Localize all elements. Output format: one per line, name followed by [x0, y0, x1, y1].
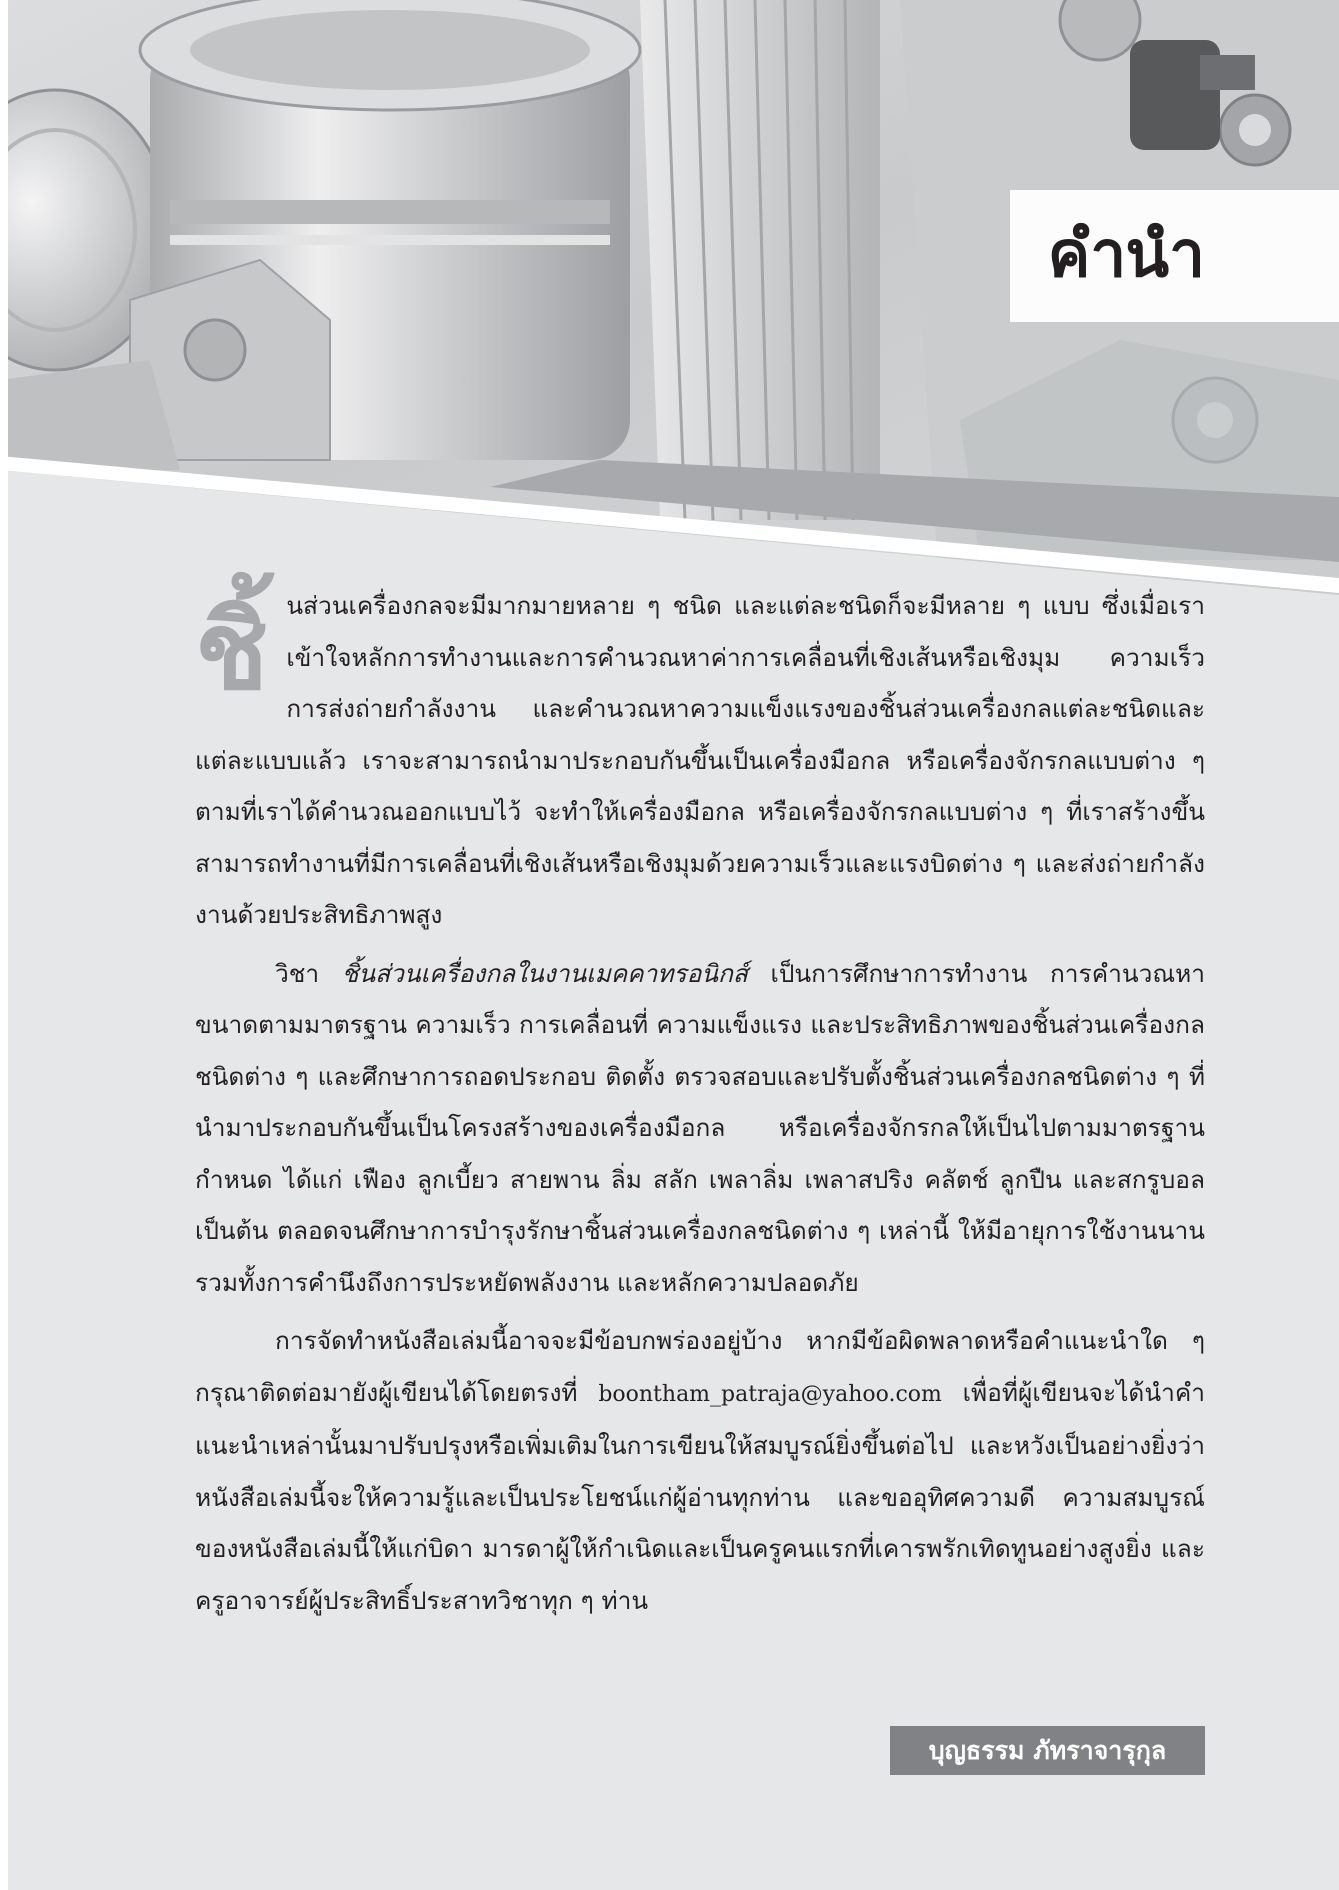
- page-left-margin: [0, 0, 8, 1890]
- foreword-body: [195, 580, 1205, 1626]
- author-email: boontham_patraja@yahoo.com: [598, 1381, 942, 1407]
- paragraph-3: [195, 1315, 1205, 1626]
- paragraph-1-text: นส่วนเครื่องกลจะมีมากมายหลาย ๆ ชนิด และแต่ละชนิดก็จะมีหลาย ๆ แบบ ซึ่งเมื่อเราเข้าใจหลักการทำงานและการคำนวณหาค่าการเคลื่อนที่เชิงเส้นหรือเชิงมุม ความเร็ว การส่งถ่ายกำลังงาน และคำนวณหาความแข็งแรงของชิ้นส่วนเครื่องกลแต่ละชนิดและแต่ละแบบแล้ว เราจะสามารถนำมาประกอบกันขึ้นเป็นเครื่องมือกล หรือเครื่องจักรกลแบบต่าง ๆ ตามที่เราได้คำนวณออกแบบไว้ จะทำให้เครื่องมือกล หรือเครื่องจักรกลแบบต่าง ๆ ที่เราสร้างขึ้นสามารถทำงานที่มีการเคลื่อนที่เชิงเส้นหรือเชิงมุมด้วยความเร็วและแรงบิดต่าง ๆ และส่งถ่ายกำลังงานด้วยประสิทธิภาพสูง: [195, 591, 1205, 929]
- author-name: บุญธรรม ภัทราจารุกุล: [928, 1735, 1167, 1765]
- drop-cap: ชิ้: [195, 589, 269, 714]
- subject-title: ชิ้นส่วนเครื่องกลในงานเมคคาทรอนิกส์: [341, 958, 748, 988]
- paragraph-2-prefix: วิชา: [275, 958, 342, 988]
- paragraph-3-text: เพื่อที่ผู้เขียนจะได้นำคำแนะนำเหล่านั้นมาปรับปรุงหรือเพิ่มเติมในการเขียนให้สมบูรณ์ยิ่งขึ้นต่อไป และหวังเป็นอย่างยิ่งว่าหนังสือเล่มนี้จะให้ความรู้และเป็นประโยชน์แก่ผู้อ่านทุกท่าน และขออุทิศความดี ความสมบูรณ์ของหนังสือเล่มนี้ให้แก่บิดา มารดาผู้ให้กำเนิดและเป็นครูคนแรกที่เคารพรักเทิดทูนอย่างสูงยิ่ง และครูอาจารย์ผู้ประสิทธิ์ประสาทวิชาทุก ๆ ท่าน: [195, 1377, 1205, 1615]
- author-signature-box: [890, 1726, 1205, 1775]
- paragraph-2: [195, 948, 1205, 1309]
- page-title: คำนำ: [1047, 218, 1204, 292]
- paragraph-2-text: เป็นการศึกษาการทำงาน การคำนวณหาขนาดตามมาตรฐาน ความเร็ว การเคลื่อนที่ ความแข็งแรง และประสิทธิภาพของชิ้นส่วนเครื่องกลชนิดต่าง ๆ และศึกษาการถอดประกอบ ติดตั้ง ตรวจสอบและปรับตั้งชิ้นส่วนเครื่องกลชนิดต่าง ๆ ที่นำมาประกอบกันขึ้นเป็นโครงสร้างของเครื่องมือกล หรือเครื่องจักรกลให้เป็นไปตามมาตรฐานกำหนด ได้แก่ เฟือง ลูกเบี้ยว สายพาน ลิ่ม สลัก เพลาลิ่ม เพลาสปริง คลัตช์ ลูกปืน และสกรูบอล เป็นต้น ตลอดจนศึกษาการบำรุงรักษาชิ้นส่วนเครื่องกลชนิดต่าง ๆ เหล่านี้ ให้มีอายุการใช้งานนาน รวมทั้งการคำนึงถึงการประหยัดพลังงาน และหลักความปลอดภัย: [195, 958, 1205, 1297]
- paragraph-3-prefix: การจัดทำหนังสือเล่มนี้อาจจะมีข้อบกพร่องอยู่บ้าง หากมีข้อผิดพลาดหรือคำแนะนำใด ๆ กรุณาติดต่อมายังผู้เขียนได้โดยตรงที่: [195, 1326, 1205, 1407]
- paragraph-1: [195, 580, 1205, 941]
